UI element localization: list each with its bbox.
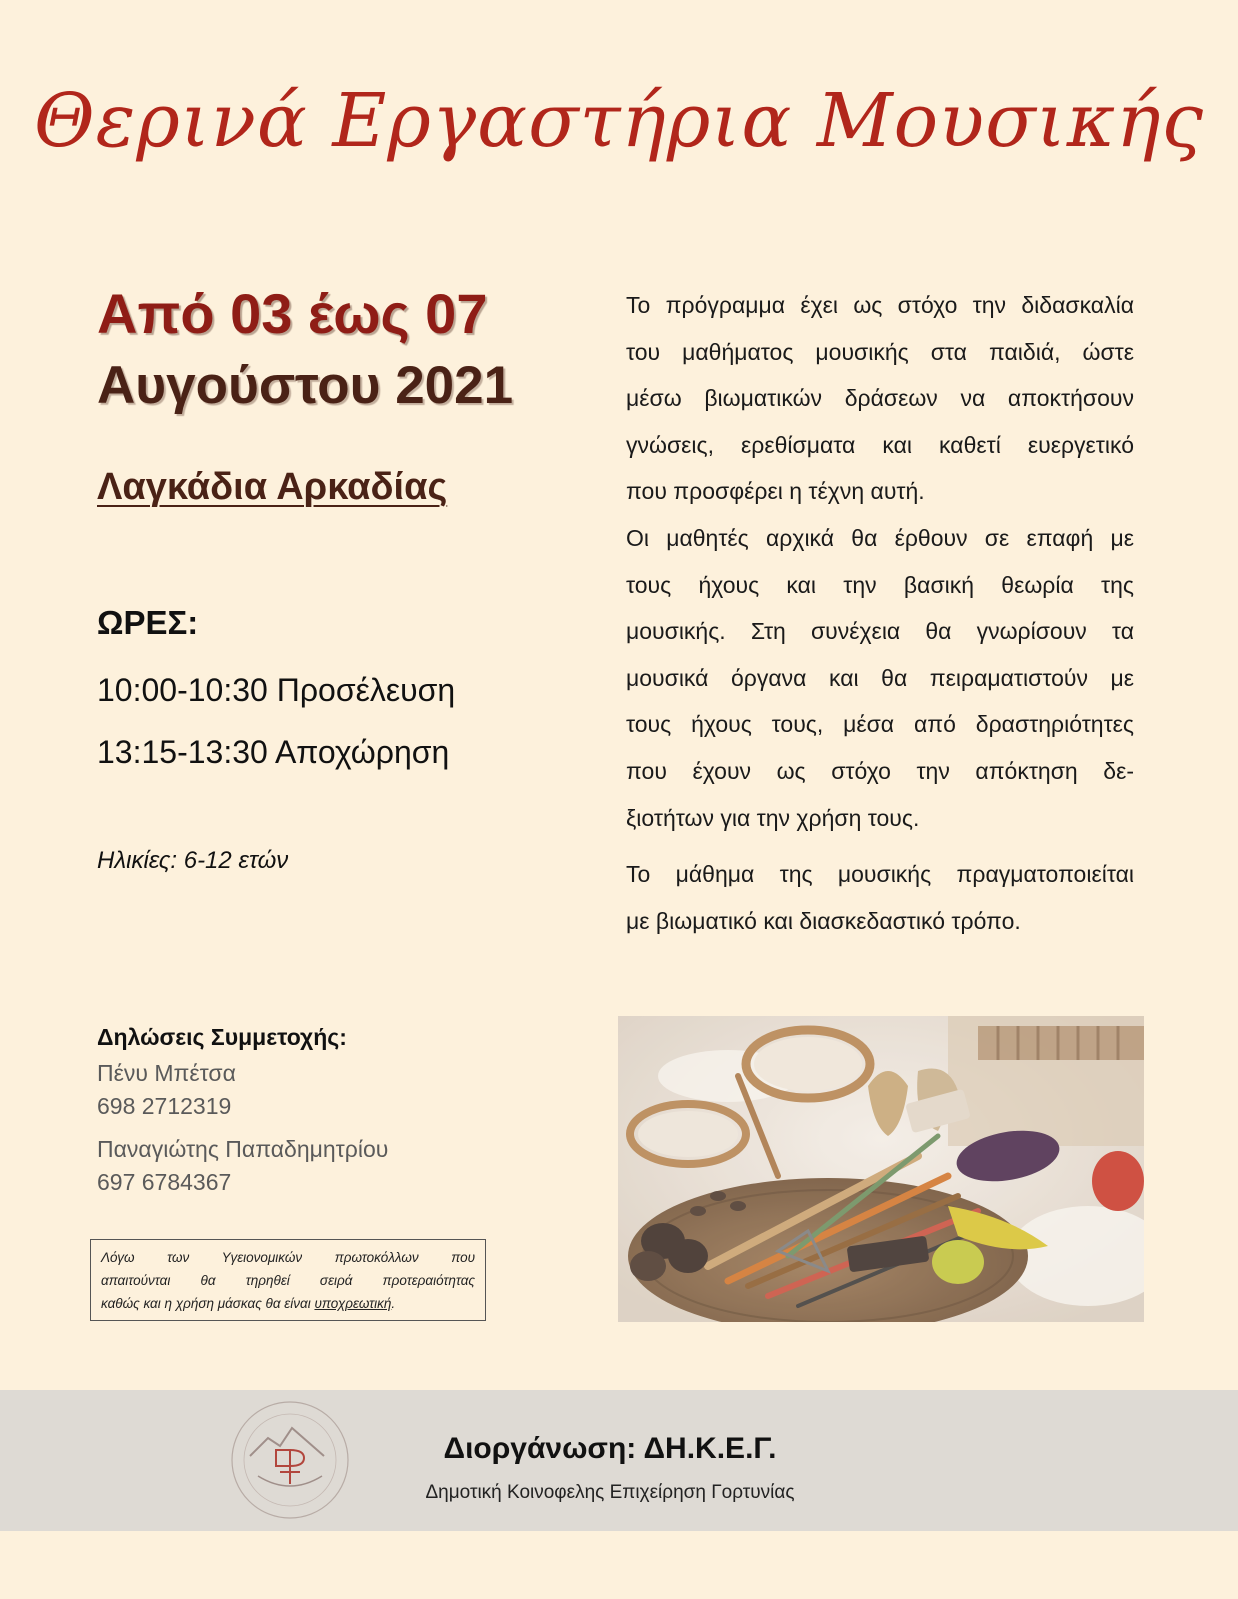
description-line: μουσικά όργανα και θα πειραματιστούν με <box>626 664 1134 691</box>
spacer <box>97 1123 517 1133</box>
description-line: Το μάθημα της μουσικής πραγματοποιείται <box>626 861 1134 888</box>
notice-text: καθώς και η χρήση μάσκας θα είναι <box>101 1296 315 1311</box>
contact-phone: 698 2712319 <box>97 1093 232 1119</box>
organizer-full-name: Δημοτική Κοινοφελης Επιχείρηση Γορτυνίας <box>425 1482 795 1503</box>
description-line: του μαθήματος μουσικής στα παιδιά, ώστε <box>626 338 1134 365</box>
date-range: Από 03 έως 07 <box>97 282 488 345</box>
description-line: Το πρόγραμμα έχει ως στόχο την διδασκαλία <box>626 292 1134 318</box>
notice-period: . <box>391 1296 396 1311</box>
date-block <box>97 282 597 426</box>
description-line: που έχουν ως στόχο την απόκτηση δε- <box>626 757 1134 784</box>
instruments-photo <box>618 1016 1144 1322</box>
description-line: τους ήχους τους, μέσα από δραστηριότητες <box>626 711 1134 738</box>
description-line: που προσφέρει η τέχνη αυτή. <box>626 478 925 505</box>
description-line: τους ήχους και την βασική θεωρία της <box>626 571 1134 598</box>
notice-line <box>101 1292 475 1315</box>
paragraph-gap <box>626 841 1134 851</box>
contact-name: Πένυ Μπέτσα <box>97 1060 236 1086</box>
notice-mandatory: υποχρεωτική <box>314 1296 392 1311</box>
instruments-illustration <box>618 1016 1144 1322</box>
footer <box>0 1390 1238 1531</box>
contact-name: Παναγιώτης Παπαδημητρίου <box>97 1136 389 1162</box>
notice-line: απαιτούνται θα τηρηθεί σειρά προτεραιότητας <box>101 1273 475 1288</box>
hours-departure: 13:15-13:30 Αποχώρηση <box>97 734 450 770</box>
notice-line: Λόγω των Υγειονομικών πρωτοκόλλων που <box>101 1250 475 1265</box>
organizer-title: Διοργάνωση: ΔΗ.Κ.Ε.Γ. <box>443 1432 777 1465</box>
location: Λαγκάδια Αρκαδίας <box>97 466 448 508</box>
description-line: μέσω βιωματικών δράσεων να αποκτήσουν <box>626 385 1134 412</box>
registration-title: Δηλώσεις Συμμετοχής: <box>97 1024 347 1050</box>
description-line: ξιοτήτων για την χρήση τους. <box>626 804 920 831</box>
date-month-year: Αυγούστου 2021 <box>97 356 514 415</box>
hours-arrival: 10:00-10:30 Προσέλευση <box>97 672 456 708</box>
description-line: μουσικής. Στη συνέχεια θα γνωρίσουν τα <box>626 618 1134 645</box>
hours-title: ΩΡΕΣ: <box>97 604 199 641</box>
contact-phone: 697 6784367 <box>97 1169 232 1195</box>
health-notice <box>90 1239 486 1321</box>
page-title: Θερινά Εργαστήρια Μουσικής <box>33 78 1205 164</box>
description-line: γνώσεις, ερεθίσματα και καθετί ευεργετικό <box>626 431 1134 458</box>
description <box>626 282 1134 944</box>
registration <box>97 1024 517 1199</box>
description-line: με βιωματικό και διασκεδαστικό τρόπο. <box>626 907 1021 934</box>
gortynia-seal-logo <box>228 1398 352 1522</box>
description-line: Οι μαθητές αρχικά θα έρθουν σε επαφή με <box>626 524 1134 551</box>
ages: Ηλικίες: 6-12 ετών <box>97 847 289 874</box>
